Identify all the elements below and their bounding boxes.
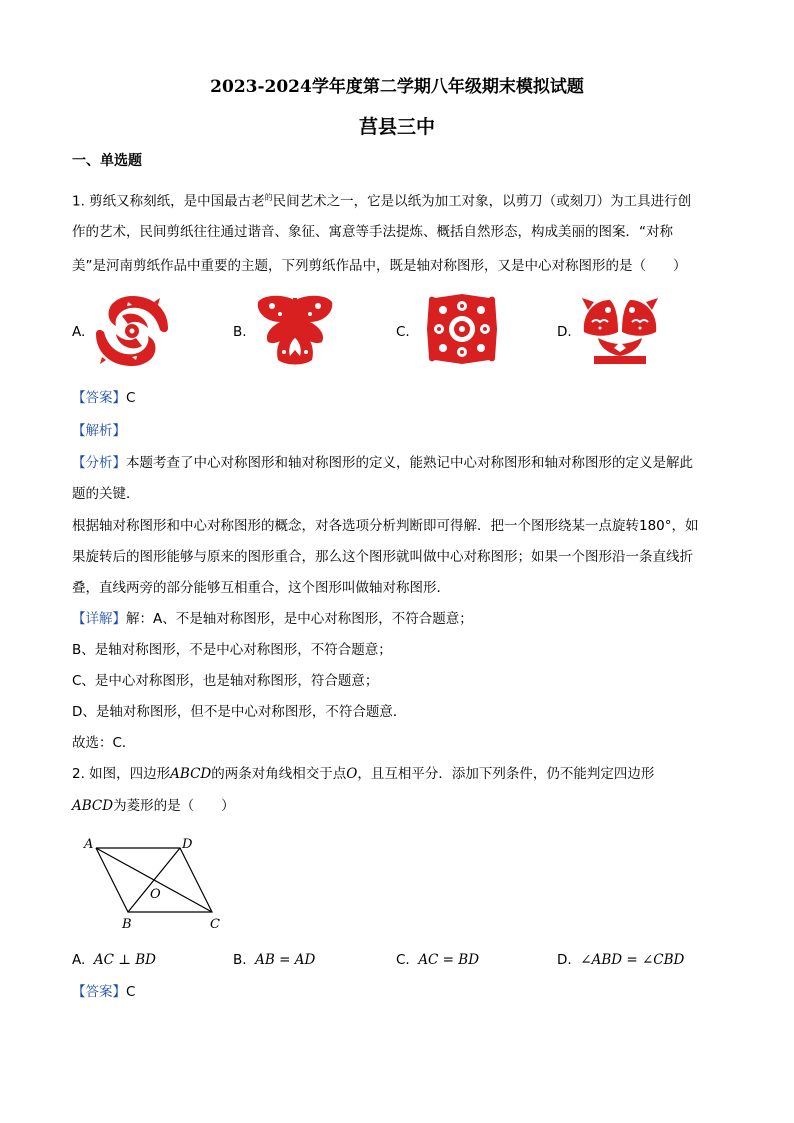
q1-detail-line2: B、是轴对称图形，不是中心对称图形，不符合题意； — [72, 642, 392, 658]
q1-explain-line2: 果旋转后的图形能够与原来的图形重合，那么这个图形就叫做中心对称图形；如果一个图形沿一条直线折 — [72, 549, 693, 565]
q1-option-d-label: D. — [557, 324, 572, 340]
q1-fenxi-line2: 题的关键． — [72, 486, 140, 502]
label-c: C — [210, 917, 220, 932]
q1-detail-line1: 【详解】解：A、不是轴对称图形，是中心对称图形，不符合题意； — [72, 611, 473, 627]
q1-stem-line2: 作的艺术，民间剪纸往往通过谐音、象征、寓意等手法提炼、概括自然形态，构成美丽的图案．“对称 — [72, 224, 673, 240]
exam-title: 2023-2024学年度第二学期八年级期末模拟试题 — [210, 77, 584, 97]
q1-detail-line3: C、是中心对称图形，也是轴对称图形，符合题意； — [72, 673, 379, 689]
q1-fenxi-line1: 【分析】本题考查了中心对称图形和轴对称图形的定义，能熟记中心对称图形和轴对称图形的定义是解此 — [72, 455, 693, 471]
label-a: A — [84, 837, 94, 852]
q1-explain-line3: 叠，直线两旁的部分能够互相重合，这个图形叫做轴对称图形． — [72, 580, 450, 596]
q1-stem-line3: 美”是河南剪纸作品中重要的主题，下列剪纸作品中，既是轴对称图形，又是中心对称图形的是（ ） — [72, 258, 687, 274]
q2-option-b: B. AB = AD — [233, 952, 316, 968]
paper-cut-a-image — [92, 292, 172, 370]
q2-stem-line2: ABCD为菱形的是（ ） — [72, 798, 235, 814]
q1-stem-line1: 1. 剪纸又称刻纸，是中国最古老$^的$民间艺术之一，它是以纸为加工对象，以剪刀（或刻刀）为工具进行创 — [72, 193, 692, 210]
rhombus-diagram — [80, 830, 240, 936]
q1-detail-line4: D、是轴对称图形，但不是中心对称图形，不符合题意． — [72, 704, 407, 720]
q1-option-c-label: C. — [396, 324, 410, 340]
label-o: O — [150, 887, 161, 902]
q2-option-d: D. ∠ABD = ∠CBD — [557, 952, 685, 968]
q1-explain-line1: 根据轴对称图形和中心对称图形的概念，对各选项分析判断即可得解．把一个图形绕某一点旋转180°，如 — [72, 518, 699, 534]
paper-cut-b-image — [254, 292, 336, 370]
school-name: 莒县三中 — [358, 116, 435, 138]
q1-option-b-label: B. — [233, 324, 247, 340]
q2-option-a: A. AC ⊥ BD — [72, 952, 156, 968]
section-heading: 一、单选题 — [72, 153, 142, 169]
q2-answer: 【答案】C — [72, 984, 136, 1000]
q2-stem-line1: 2. 如图，四边形ABCD的两条对角线相交于点O，且互相平分．添加下列条件，仍不能判定四边形 — [72, 766, 655, 782]
label-b: B — [122, 917, 132, 932]
paper-cut-d-image — [580, 292, 660, 368]
q1-option-a-label: A. — [72, 324, 86, 340]
q2-option-c: C. AC = BD — [396, 952, 480, 968]
label-d: D — [182, 837, 193, 852]
q1-analysis-tag: 【解析】 — [72, 423, 126, 439]
paper-cut-c-image — [425, 292, 499, 366]
q1-conclusion: 故选：C． — [72, 735, 136, 751]
diagonal-bd — [128, 848, 180, 912]
q1-answer: 【答案】C — [72, 390, 136, 406]
